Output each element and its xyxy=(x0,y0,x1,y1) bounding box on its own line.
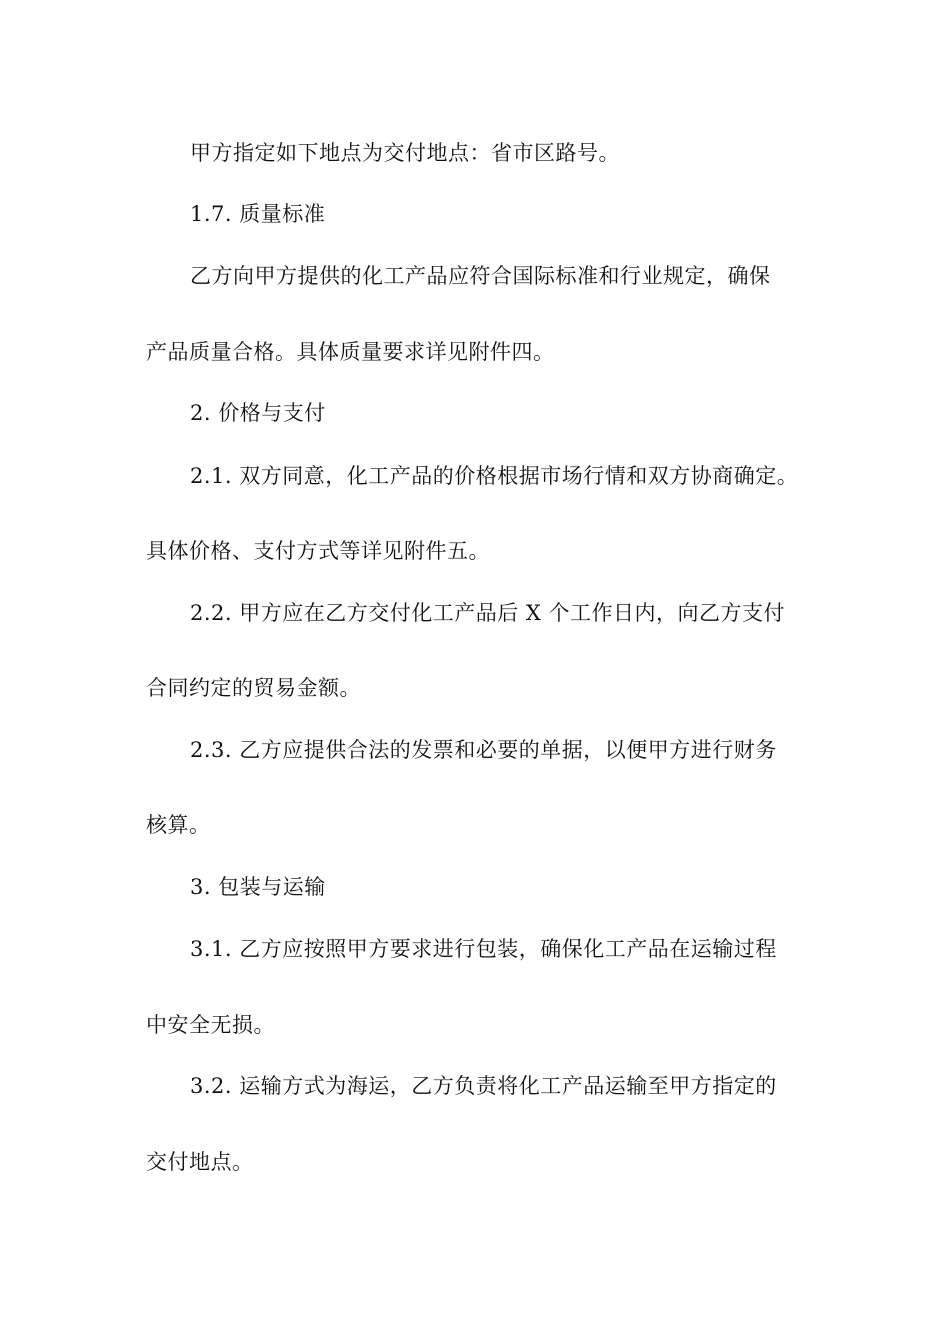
paragraph-line: 具体价格、支付方式等详见附件五。 xyxy=(146,539,490,563)
section-heading: 1.7. 质量标准 xyxy=(190,202,326,226)
section-heading: 2. 价格与支付 xyxy=(190,401,326,425)
paragraph-line: 产品质量合格。具体质量要求详见附件四。 xyxy=(146,340,555,364)
section-heading: 3. 包装与运输 xyxy=(190,875,326,899)
paragraph-line: 交付地点。 xyxy=(146,1150,254,1174)
paragraph-line: 3.2. 运输方式为海运，乙方负责将化工产品运输至甲方指定的 xyxy=(190,1074,777,1098)
paragraph-line: 核算。 xyxy=(146,813,211,837)
paragraph-line: 3.1. 乙方应按照甲方要求进行包装，确保化工产品在运输过程 xyxy=(190,937,777,961)
paragraph-line: 合同约定的贸易金额。 xyxy=(146,676,361,700)
paragraph-line: 2.2. 甲方应在乙方交付化工产品后 X 个工作日内，向乙方支付 xyxy=(190,601,786,625)
paragraph-line: 甲方指定如下地点为交付地点：省市区路号。 xyxy=(190,141,620,165)
paragraph-line: 2.3. 乙方应提供合法的发票和必要的单据，以便甲方进行财务 xyxy=(190,738,777,762)
paragraph-line: 中安全无损。 xyxy=(146,1013,275,1037)
paragraph-line: 2.1. 双方同意，化工产品的价格根据市场行情和双方协商确定。 xyxy=(190,464,799,488)
paragraph-line: 乙方向甲方提供的化工产品应符合国际标准和行业规定，确保 xyxy=(190,264,771,288)
